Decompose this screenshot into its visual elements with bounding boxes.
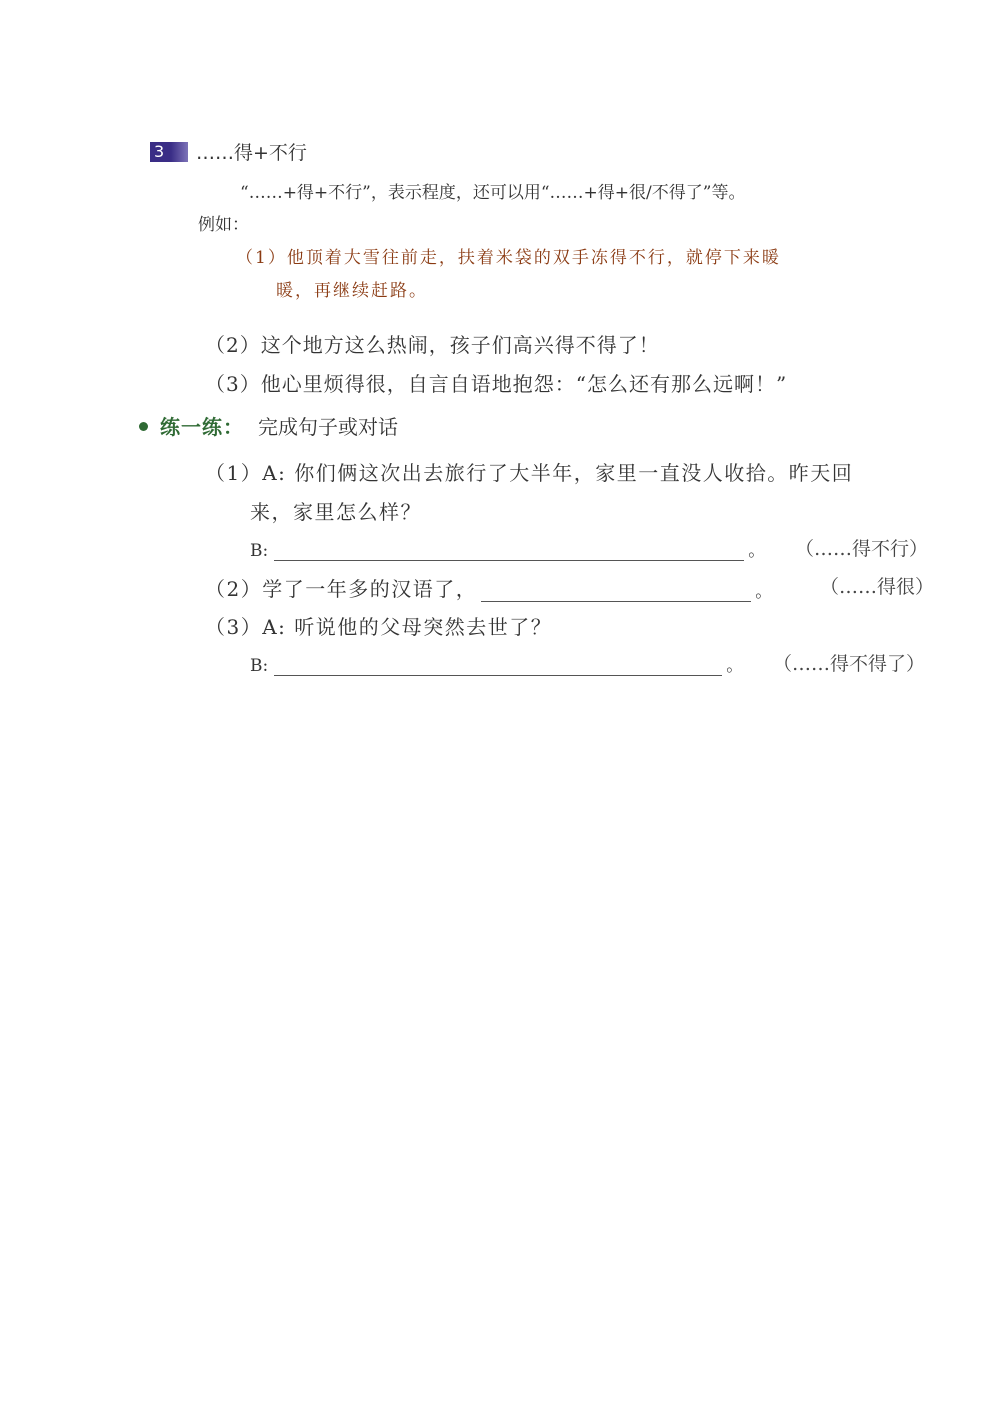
question-3-hint: （……得不得了） (773, 653, 926, 675)
question-2-row (205, 573, 774, 602)
section-number-badge: 3 (150, 142, 188, 162)
question-1-line-1: （1）A: 你们俩这次出去旅行了大半年，家里一直没人收拾。昨天回 (205, 461, 854, 485)
example-2: （2）这个地方这么热闹，孩子们高兴得不得了！ (205, 333, 660, 357)
question-2-hint: （……得很） (820, 576, 935, 598)
practice-title: 练一练： (160, 415, 244, 439)
example-1-line-2: 暖，再继续赶路。 (276, 281, 428, 301)
example-3: （3）他心里烦得很，自言自语地抱怨：“怎么还有那么远啊！” (205, 372, 788, 396)
question-1-line-2: 来，家里怎么样？ (250, 500, 422, 524)
question-1-answer-row (250, 536, 765, 561)
question-2-text: （2）学了一年多的汉语了， (205, 577, 478, 601)
bullet-icon (139, 422, 148, 431)
example-label: 例如： (198, 215, 249, 235)
question-3-answer-row (250, 651, 743, 676)
answer-period: 。 (748, 541, 766, 561)
question-1-hint: （……得不行） (795, 538, 929, 560)
answer-period: 。 (726, 656, 744, 676)
question-3-text: （3）A: 听说他的父母突然去世了？ (205, 615, 553, 639)
grammar-explanation: “……+得+不行”，表示程度，还可以用“……+得+很/不得了”等。 (240, 183, 746, 203)
answer-period: 。 (755, 582, 774, 602)
example-1 (236, 242, 781, 308)
question-1-answer-blank[interactable] (274, 542, 744, 561)
example-1-line-1: （1）他顶着大雪往前走，扶着米袋的双手冻得不行，就停下来暖 (236, 248, 781, 268)
question-2-answer-blank[interactable] (481, 583, 751, 602)
question-3-answer-blank[interactable] (274, 657, 722, 676)
answer-b-label: B: (250, 656, 269, 676)
section-title: ……得+不行 (196, 142, 307, 164)
answer-b-label: B: (250, 541, 269, 561)
practice-instruction: 完成句子或对话 (258, 415, 398, 439)
